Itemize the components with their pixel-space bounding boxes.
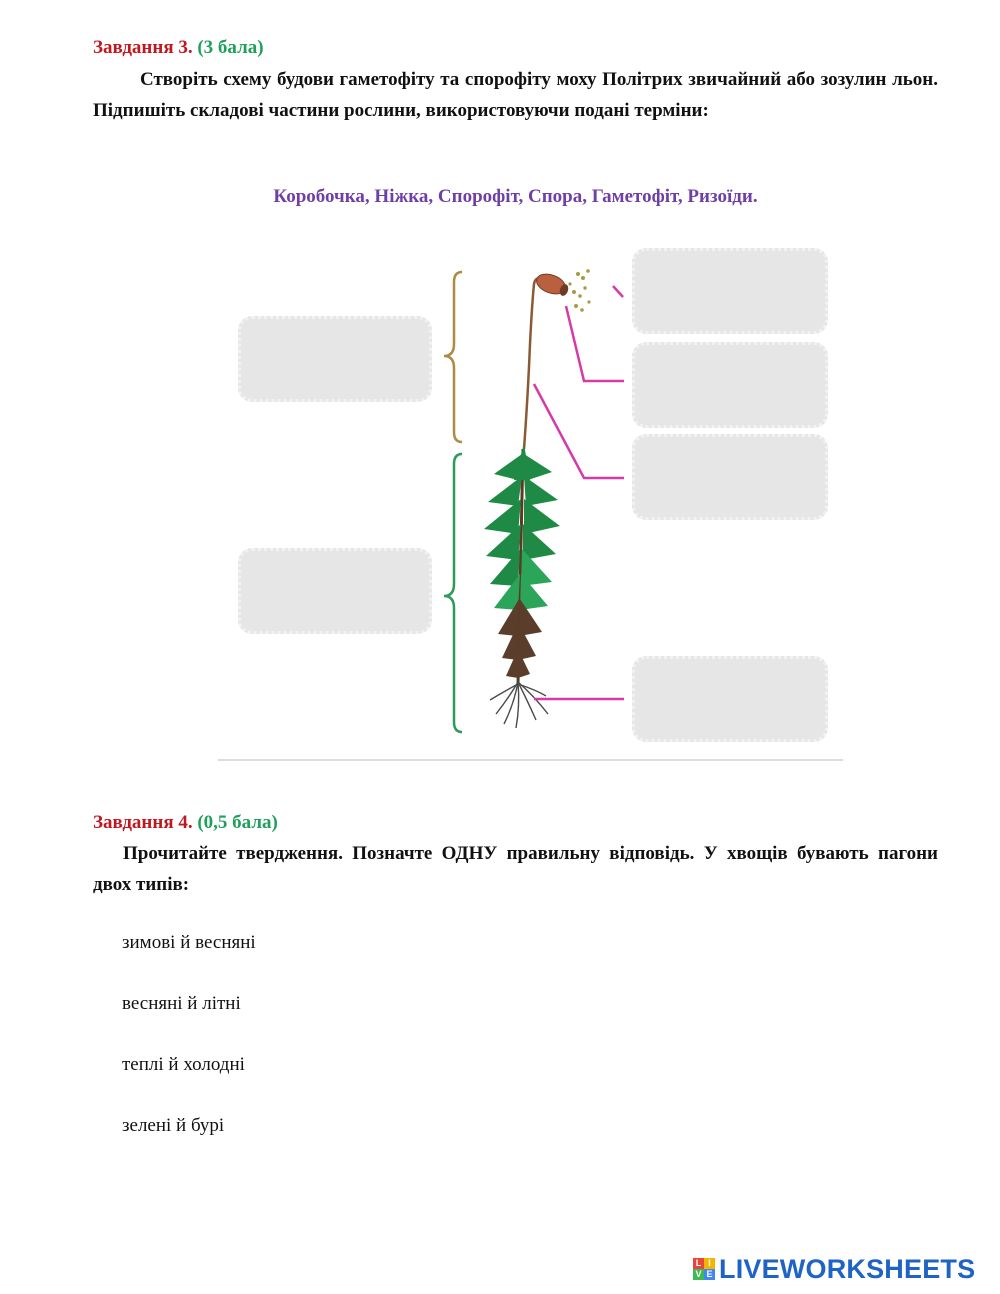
logo-badge-icon: [693, 1258, 715, 1280]
liveworksheets-logo: [693, 1252, 975, 1286]
task4-number: Завдання 4.: [93, 812, 193, 833]
task3-terms: Коробочка, Ніжка, Спорофіт, Спора, Гаметофіт, Ризоїди.: [273, 186, 758, 207]
logo-text: LIVEWORKSHEETS: [719, 1253, 976, 1284]
drop-box-gametophyte[interactable]: [238, 548, 432, 634]
task4-instruction: Прочитайте твердження. Позначте ОДНУ правильну відповідь. У хвощів бувають пагони двох типів:: [93, 843, 938, 895]
answer-option[interactable]: зимові й весняні: [122, 932, 256, 953]
task4-title: [93, 812, 278, 834]
rhizoids: [490, 682, 548, 728]
drop-box-sporophyte[interactable]: [238, 316, 432, 402]
answer-options: [122, 930, 256, 1174]
task3-number: Завдання 3.: [93, 37, 193, 58]
logo-badge-letter: V: [693, 1269, 704, 1280]
seta: [524, 278, 540, 449]
drop-box-seta[interactable]: [632, 434, 828, 520]
logo-badge-letter: L: [693, 1258, 704, 1269]
drop-box-rhizoids[interactable]: [632, 656, 828, 742]
task3-title: [93, 37, 264, 59]
drop-box-capsule[interactable]: [632, 342, 828, 428]
answer-option[interactable]: зелені й бурі: [122, 1115, 225, 1136]
task3-instruction: Створіть схему будови гаметофіту та спорофіту моху Політрих звичайний або зозулин льон. Підпишіть складові частини рослини, використовуючи подані терміни:: [93, 69, 938, 121]
gametophyte-bracket: [444, 454, 462, 732]
logo-badge-letter: I: [704, 1258, 715, 1269]
pointer-lines: [534, 286, 624, 699]
task3-points: (3 бала): [197, 37, 264, 58]
task4-points: (0,5 бала): [197, 812, 278, 833]
moss-diagram: [218, 244, 843, 764]
answer-option[interactable]: весняні й літні: [122, 993, 241, 1014]
leafy-shoot: [484, 444, 560, 684]
answer-option[interactable]: теплі й холодні: [122, 1054, 245, 1075]
drop-box-spore[interactable]: [632, 248, 828, 334]
sporophyte-bracket: [444, 272, 462, 442]
logo-badge-letter: E: [704, 1269, 715, 1280]
spores: [568, 269, 590, 312]
